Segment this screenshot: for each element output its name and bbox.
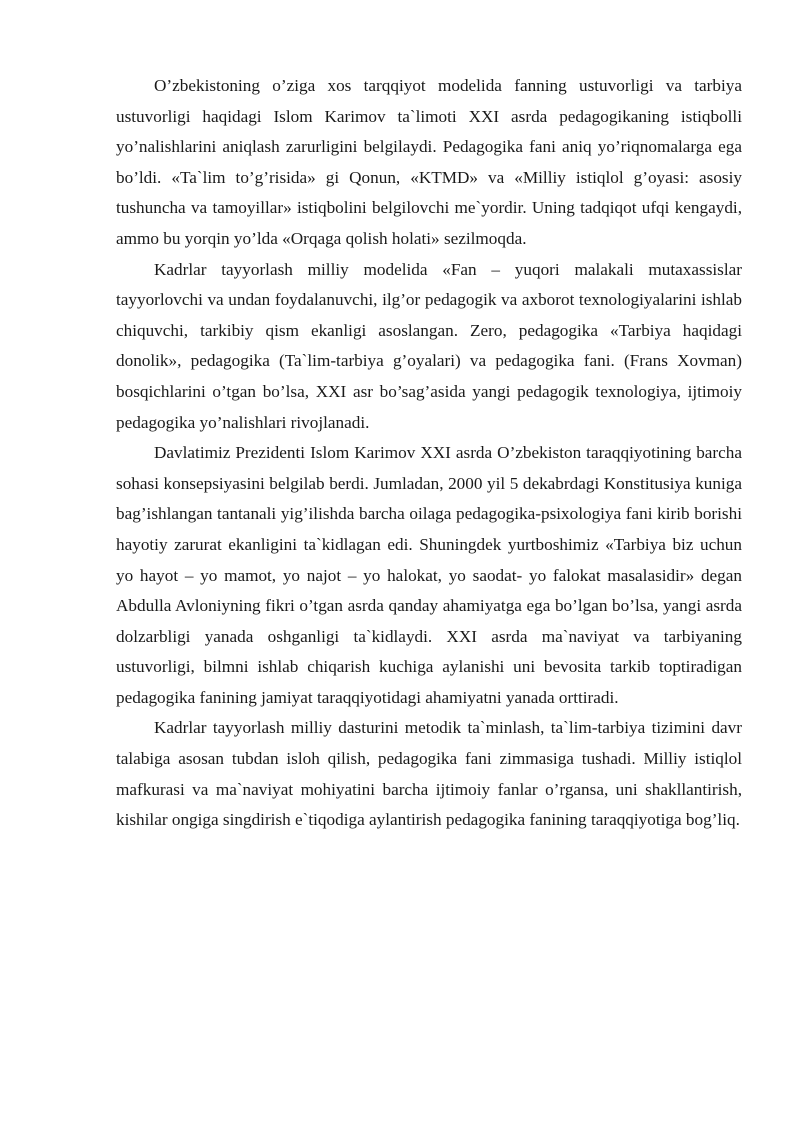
- paragraph-2: Kadrlar tayyorlash milliy modelida «Fan – yuqori malakali mutaxassislar tayyorlovchi va undan foydalanuvchi, ilg’or pedagogik va axborot texnologiyalarini ishlab chiquvchi, tarkibiy qism ekanligi asoslangan. Zero, pedagogika «Tarbiya haqidagi donolik», pedagogika (Ta`lim-tarbiya g’oyalari) va pedagogika fani. (Frans Xovman) bosqichlarini o’tgan bo’lsa, XXI asr bo’sag’asida yangi pedagogik texnologiya, ijtimoiy pedagogika yo’nalishlari rivojlanadi.: [116, 259, 742, 432]
- document-page: [116, 71, 742, 836]
- paragraph-1: O’zbekistoning o’ziga xos tarqqiyot modelida fanning ustuvorligi va tarbiya ustuvorligi haqidagi Islom Karimov ta`limoti XXI asrda pedagogikaning istiqbolli yo’nalishlarini aniqlash zarurligini belgilaydi. Pedagogika fani aniq yo’riqnomalarga ega bo’ldi. «Ta`lim to’g’risida» gi Qonun, «KTMD» va «Milliy istiqlol g’oyasi: asosiy tushuncha va tamoyillar» istiqbolini belgilovchi me`yordir. Uning tadqiqot ufqi kengaydi, ammo bu yorqin yo’lda «Orqaga qolish holati» sezilmoqda.: [116, 76, 742, 248]
- paragraph-3: Davlatimiz Prezidenti Islom Karimov XXI asrda O’zbekiston taraqqiyotining barcha sohasi konsepsiyasini belgilab berdi. Jumladan, 2000 yil 5 dekabrdagi Konstitusiya kuniga bag’ishlangan tantanali yig’ilishda barcha oilaga pedagogika-psixologiya fani kirib borishi hayotiy zarurat ekanligini ta`kidlagan edi. Shuningdek yurtboshimiz «Tarbiya biz uchun yo hayot – yo mamot, yo najot – yo halokat, yo saodat- yo falokat masalasidir» degan Abdulla Avloniyning fikri o’tgan asrda qanday ahamiyatga ega bo’lgan bo’lsa, yangi asrda dolzarbligi yanada oshganligi ta`kidlaydi. XXI asrda ma`naviyat va tarbiyaning ustuvorligi, bilmni ishlab chiqarish kuchiga aylanishi uni bevosita tarkib toptiradigan pedagogika fanining jamiyat taraqqiyotidagi ahamiyatni yanada orttiradi.: [116, 443, 742, 707]
- paragraph-4: Kadrlar tayyorlash milliy dasturini metodik ta`minlash, ta`lim-tarbiya tizimini davr talabiga asosan tubdan isloh qilish, pedagogika fani zimmasiga tushadi. Milliy istiqlol mafkurasi va ma`naviyat mohiyatini barcha ijtimoiy fanlar o’rgansa, uni shakllantirish, kishilar ongiga singdirish e`tiqodiga aylantirish pedagogika fanining taraqqiyotiga bog’liq.: [116, 718, 742, 830]
